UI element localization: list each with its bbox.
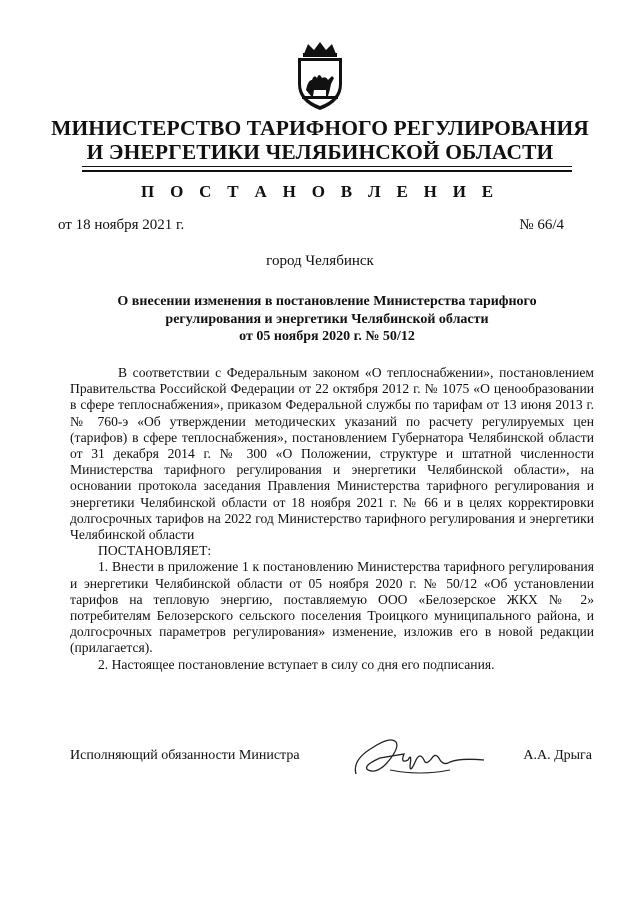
decree-item-1: 1. Внести в приложение 1 к постановлению Министерства тарифного регулирования и энергетики Челябинской области от 05 ноября 2020 г. № 50/12 «Об установлении тарифов на тепловую энергию, поставляемую ООО «Белозерское ЖКХ № 2» потребителям Белозерского сельского поселения Троицкого муниципального района, и долгосрочных параметров регулирования» изменение, изложив его в новой редакции (прилагается). xyxy=(70,559,594,656)
subject-line-1: О внесении изменения в постановление Министерства тарифного xyxy=(117,294,537,309)
signatory-role: Исполняющий обязанности Министра xyxy=(70,748,300,763)
decree-city: город Челябинск xyxy=(266,253,374,269)
handwritten-signature xyxy=(350,730,490,780)
ministry-line-2: И ЭНЕРГЕТИКИ ЧЕЛЯБИНСКОЙ ОБЛАСТИ xyxy=(86,140,554,164)
document-type-title: П О С Т А Н О В Л Е Н И Е xyxy=(141,182,499,201)
header-divider-thick xyxy=(82,170,572,172)
subject-line-3: от 05 ноября 2020 г. № 50/12 xyxy=(239,329,415,344)
decree-date: от 18 ноября 2021 г. xyxy=(58,217,185,233)
preamble-paragraph: В соответствии с Федеральным законом «О теплоснабжении», постановлением Правительства Российской Федерации от 22 октября 2012 г. № 1075 «О ценообразовании в сфере теплоснабжения», приказом Федеральной службы по тарифам от 13 июня 2013 г. № 760-э «Об утверждении методических указаний по расчету регулируемых цен (тарифов) в сфере теплоснабжения», постановлением Губернатора Челябинской области от 31 декабря 2014 г. № 300 «О Положении, структуре и штатной численности Министерства тарифного регулирования и энергетики Челябинской области», на основании протокола заседания Правления Министерства тарифного регулирования и энергетики Челябинской области от 18 ноября 2021 г. № 66 и в целях корректировки долгосрочных тарифов на 2022 год Министерство тарифного регулирования и энергетики Челябинской области xyxy=(70,365,594,543)
chelyabinsk-coat-of-arms-icon xyxy=(284,40,356,112)
ministry-name xyxy=(0,116,640,164)
header-divider-thin xyxy=(82,166,572,167)
decree-number: № 66/4 xyxy=(519,217,564,233)
decree-item-2: 2. Настоящее постановление вступает в силу со дня его подписания. xyxy=(98,656,495,672)
resolves-heading: ПОСТАНОВЛЯЕТ: xyxy=(98,543,212,559)
subject-line-2: регулирования и энергетики Челябинской области xyxy=(165,311,489,327)
signatory-name: А.А. Дрыга xyxy=(523,748,592,763)
decree-body xyxy=(70,365,594,673)
ministry-line-1: МИНИСТЕРСТВО ТАРИФНОГО РЕГУЛИРОВАНИЯ xyxy=(51,116,589,140)
decree-subject xyxy=(90,293,564,346)
